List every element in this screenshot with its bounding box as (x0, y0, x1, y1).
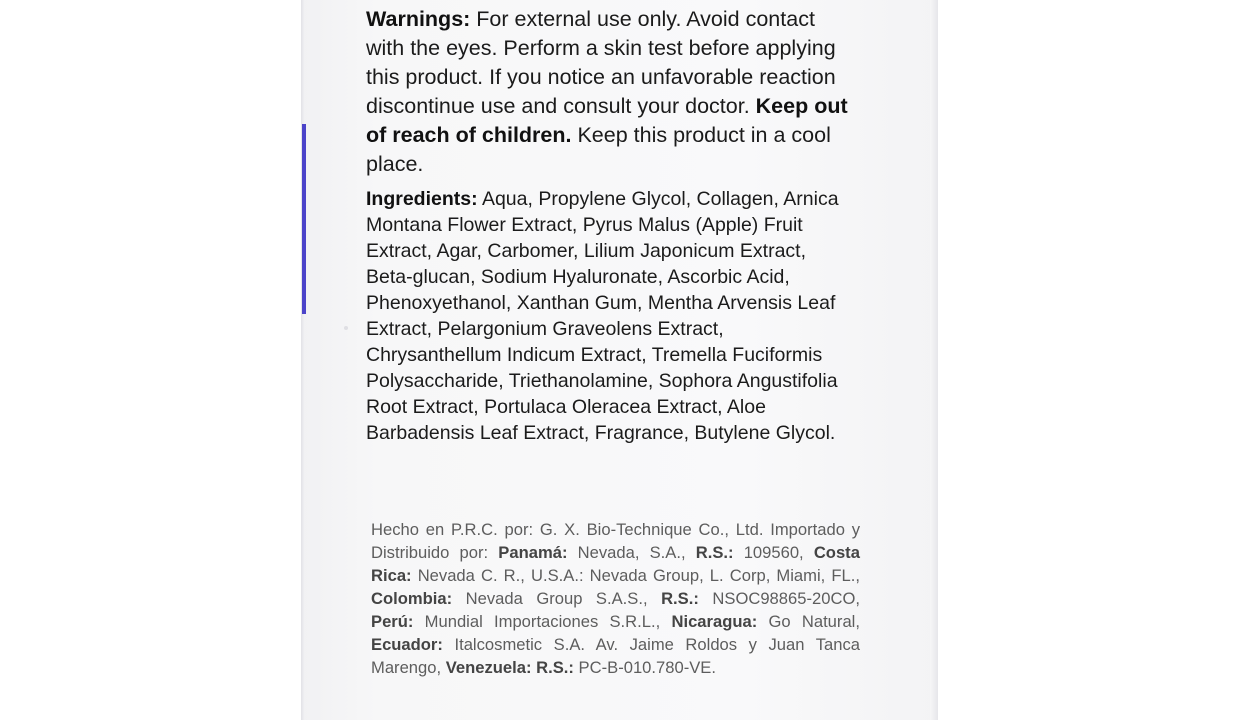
costa-rica-label: Costa Rica: (371, 543, 860, 585)
accent-stripe (302, 124, 306, 314)
surface-speck (344, 326, 348, 330)
warnings-tail: Keep this product in a cool place. (366, 123, 831, 176)
venezuela-text: PC-B-010.780-VE. (578, 658, 716, 677)
peru-text: Mundial Importaciones S.R.L., (424, 612, 661, 631)
panama-label: Panamá: (498, 543, 568, 562)
made-in-text: Hecho en P.R.C. por: G. X. Bio-Technique Co., Ltd. Importado y Distribuido por: (371, 520, 860, 562)
label-left-edge (301, 0, 305, 720)
peru-label: Perú: (371, 612, 414, 631)
ecuador-text: Italcosmetic S.A. Av. Jaime Roldos y Juan Tanca Marengo, (371, 635, 860, 677)
warnings-label: Warnings: (366, 7, 471, 31)
panama-text: Nevada, S.A., (577, 543, 686, 562)
ingredients-text: Aqua, Propylene Glycol, Collagen, Arnica Montana Flower Extract, Pyrus Malus (Apple) Fruit Extract, Agar, Carbomer, Lilium Japonicum Extract, Beta-glucan, Sodium Hyaluronate, Ascorbic Acid, Phenoxyethanol, Xanthan Gum, Mentha Arvensis Leaf Extract, Pelargonium Graveolens Extract, Chrysanthellum Indicum Extract, Tremella Fuciformis Polysaccharide, Triethanolamine, Sophora Angustifolia Root Extract, Portulaca Oleracea Extract, Aloe Barbadensis Leaf Extract, Fragrance, Butylene Glycol. (366, 188, 839, 444)
colombia-text: Nevada Group S.A.S., (465, 589, 648, 608)
costa-rica-text: Nevada C. R., U.S.A.: Nevada Group, L. Corp, Miami, FL., (417, 566, 860, 585)
rs-text-2: NSOC98865-20CO, (712, 589, 860, 608)
rs-label-1: R.S.: (695, 543, 734, 562)
distributor-fine-print (371, 518, 860, 679)
label-right-edge (930, 0, 938, 720)
warnings-emphasis: Keep out of reach of children. (366, 94, 848, 147)
warnings-text: For external use only. Avoid contact with the eyes. Perform a skin test before applying this product. If you notice an unfavorable reaction discontinue use and consult your doctor. (366, 7, 836, 118)
ingredients-label: Ingredients: (366, 188, 478, 210)
colombia-label: Colombia: (371, 589, 453, 608)
nicaragua-label: Nicaragua: (671, 612, 758, 631)
rs-text-1: 109560, (743, 543, 804, 562)
nicaragua-text: Go Natural, (768, 612, 860, 631)
ingredients-paragraph (366, 186, 858, 446)
venezuela-label: Venezuela: R.S.: (445, 658, 574, 677)
rs-label-2: R.S.: (661, 589, 699, 608)
warnings-paragraph (366, 5, 854, 179)
ecuador-label: Ecuador: (371, 635, 443, 654)
